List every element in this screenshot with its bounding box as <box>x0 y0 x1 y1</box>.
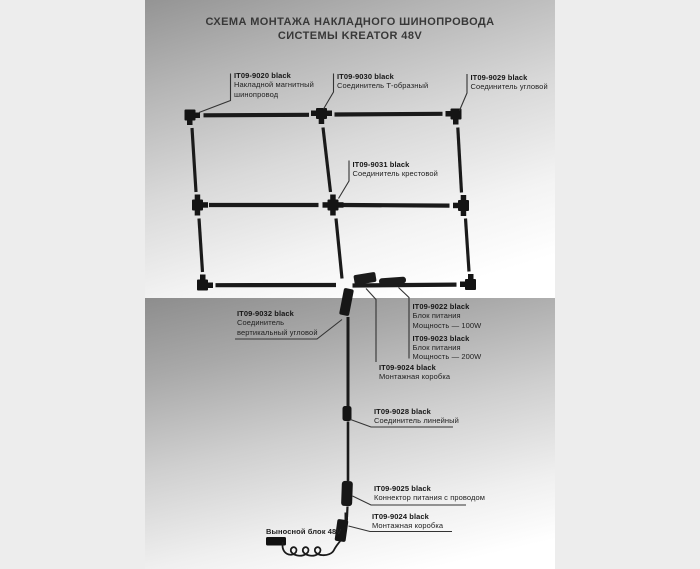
vertical-corner-connector <box>339 288 354 316</box>
title-line-2: СИСТЕМЫ KREATOR 48V <box>277 30 423 42</box>
linear-connector <box>343 406 352 421</box>
corner-connector-top-left <box>185 110 201 126</box>
power-feed-connector <box>341 481 353 506</box>
label-it09-9023: IT09-9023 black Блок питания Мощность — 200W <box>412 333 482 362</box>
label-it09-9032: IT09-9032 black Соединитель вертикальный угловой <box>237 309 318 337</box>
corner-connector-bottom-right <box>460 274 476 290</box>
corner-connector-bottom-left <box>197 275 213 291</box>
label-it09-9030: IT09-9030 black Соединитель Т-образный <box>337 71 429 90</box>
title-line-1: СХЕМА МОНТАЖА НАКЛАДНОГО ШИНОПРОВОДА <box>205 16 495 28</box>
power-cable <box>283 540 341 556</box>
corner-connector-top-right <box>446 109 462 125</box>
label-it09-9024-lower: IT09-9024 black Монтажная коробка <box>372 511 444 530</box>
label-it09-9028: IT09-9028 black Соединитель линейный <box>374 406 459 425</box>
label-it09-9022: IT09-9022 black Блок питания Мощность — 100W <box>412 302 482 330</box>
label-it09-9025: IT09-9025 black Коннектор питания с проводом <box>374 484 486 503</box>
mounting-box-stub <box>345 513 349 521</box>
page-title <box>145 15 555 43</box>
t-connector-middle-right <box>453 195 469 216</box>
mounting-box-upper <box>353 272 376 285</box>
cross-connector <box>323 195 344 216</box>
label-it09-9020: IT09-9020 black Накладной магнитный шинопровод <box>234 71 314 99</box>
label-it09-9029: IT09-9029 black Соединитель угловой <box>470 72 548 91</box>
label-external-block: Выносной блок 48V <box>266 527 342 536</box>
t-connector-middle-left <box>192 195 208 216</box>
label-it09-9031: IT09-9031 black Соединитель крестовой <box>352 159 438 178</box>
t-connector-top <box>311 108 332 124</box>
label-it09-9024-upper: IT09-9024 black Монтажная коробка <box>379 363 451 382</box>
